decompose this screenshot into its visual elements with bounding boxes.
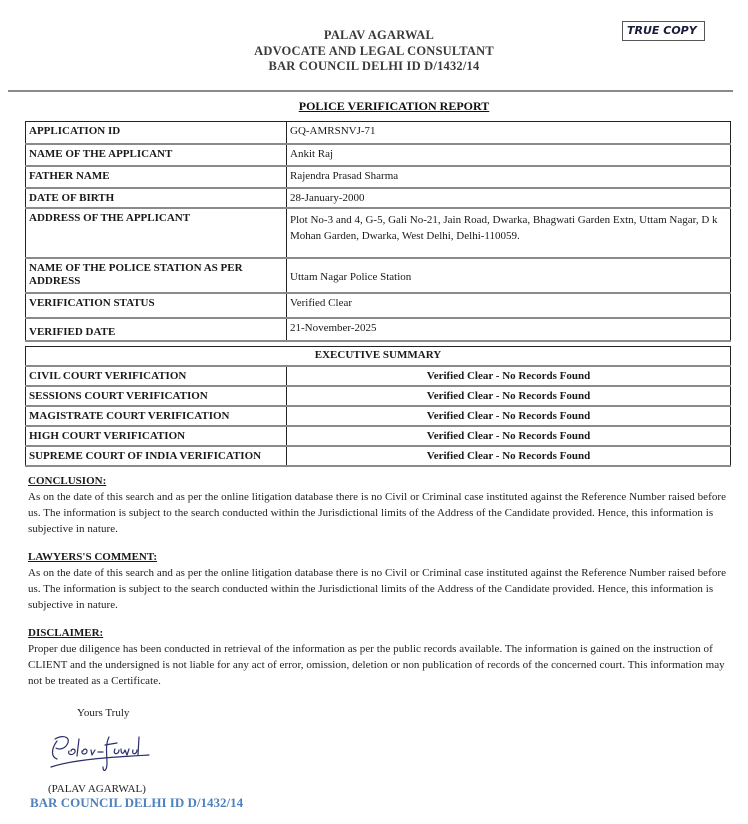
- lawyers-comment-text: As on the date of this search and as per the online litigation database there is no Civil or Criminal case instituted against the Reference Number raised before us. The information is subject to the search conducted within the Jurisdictional limits of the Address of the Candidate provided. Hence, this information is subjective in nature.: [28, 567, 727, 611]
- table-row: [26, 406, 731, 426]
- applicant-details-table: [25, 121, 731, 342]
- bar-council-id: BAR COUNCIL DELHI ID D/1432/14: [268, 59, 480, 73]
- row-status: Verified Clear - No Records Found: [287, 386, 731, 406]
- true-copy-stamp: TRUE COPY: [622, 21, 705, 41]
- table-row: [26, 208, 731, 258]
- signature-image: [45, 727, 155, 779]
- application-id-value: GQ-AMRSNVJ-71: [287, 122, 731, 144]
- executive-summary-table: [25, 346, 731, 467]
- row-label: VERIFIED DATE: [26, 318, 287, 341]
- lawyers-comment-heading: LAWYERS'S COMMENT:: [28, 551, 158, 563]
- header-divider: [8, 90, 733, 92]
- row-status: Verified Clear - No Records Found: [287, 446, 731, 466]
- table-header-row: [26, 347, 731, 366]
- signatory-name: (PALAV AGARWAL): [48, 783, 146, 795]
- row-label: CIVIL COURT VERIFICATION: [26, 366, 287, 386]
- advocate-name: PALAV AGARWAL: [323, 28, 435, 42]
- executive-summary-title: EXECUTIVE SUMMARY: [26, 347, 731, 366]
- verified-date-value: 21-November-2025: [287, 318, 731, 341]
- conclusion-text: As on the date of this search and as per the online litigation database there is no Civil or Criminal case instituted against the Reference Number raised before us. The information is subject to the search conducted within the Jurisdictional limits of the Address of the Candidate provided. Hence, this information is subjective in nature.: [28, 491, 727, 535]
- table-row: [26, 318, 731, 341]
- row-label: MAGISTRATE COURT VERIFICATION: [26, 406, 287, 426]
- disclaimer-heading: DISCLAIMER:: [28, 627, 104, 639]
- row-label: SUPREME COURT OF INDIA VERIFICATION: [26, 446, 287, 466]
- row-status: Verified Clear - No Records Found: [287, 366, 731, 386]
- advocate-designation: ADVOCATE AND LEGAL CONSULTANT: [254, 43, 494, 58]
- lawyers-comment-section: [28, 549, 728, 613]
- row-label: APPLICATION ID: [26, 122, 287, 144]
- row-status: Verified Clear - No Records Found: [287, 426, 731, 446]
- closing-salutation: Yours Truly: [77, 707, 130, 719]
- disclaimer-section: [28, 625, 728, 689]
- table-row: [26, 188, 731, 208]
- father-name-value: Rajendra Prasad Sharma: [287, 166, 731, 188]
- table-row: [26, 426, 731, 446]
- row-label: VERIFICATION STATUS: [26, 293, 287, 318]
- row-status: Verified Clear - No Records Found: [287, 406, 731, 426]
- report-title: POLICE VERIFICATION REPORT: [298, 99, 490, 113]
- police-station-value: Uttam Nagar Police Station: [287, 258, 731, 293]
- applicant-name-value: Ankit Raj: [287, 144, 731, 166]
- table-row: [26, 293, 731, 318]
- table-row: [26, 386, 731, 406]
- date-of-birth-value: 28-January-2000: [287, 188, 731, 208]
- table-row: [26, 258, 731, 293]
- row-label: HIGH COURT VERIFICATION: [26, 426, 287, 446]
- address-value: Plot No-3 and 4, G-5, Gali No-21, Jain Road, Dwarka, Bhagwati Garden Extn, Uttam Nagar, D k Mohan Garden, Dwarka, West Delhi, Delhi-110059.: [287, 208, 731, 258]
- conclusion-section: [28, 473, 728, 537]
- row-label: DATE OF BIRTH: [26, 188, 287, 208]
- table-row: [26, 122, 731, 144]
- table-row: [26, 144, 731, 166]
- disclaimer-text: Proper due diligence has been conducted in retrieval of the information as per the public records available. The information is gained on the instruction of CLIENT and the undersigned is not liable for any act of error, omission, deletion or non publication of records of the concerned court. This information may not be treated as a Certificate.: [28, 643, 725, 687]
- row-label: SESSIONS COURT VERIFICATION: [26, 386, 287, 406]
- row-label: FATHER NAME: [26, 166, 287, 188]
- signatory-bar-id: BAR COUNCIL DELHI ID D/1432/14: [30, 795, 244, 810]
- verification-status-value: Verified Clear: [287, 293, 731, 318]
- table-row: [26, 166, 731, 188]
- row-label: NAME OF THE APPLICANT: [26, 144, 287, 166]
- conclusion-heading: CONCLUSION:: [28, 475, 107, 487]
- row-label: NAME OF THE POLICE STATION AS PER ADDRESS: [26, 258, 287, 293]
- table-row: [26, 366, 731, 386]
- table-row: [26, 446, 731, 466]
- row-label: ADDRESS OF THE APPLICANT: [26, 208, 287, 258]
